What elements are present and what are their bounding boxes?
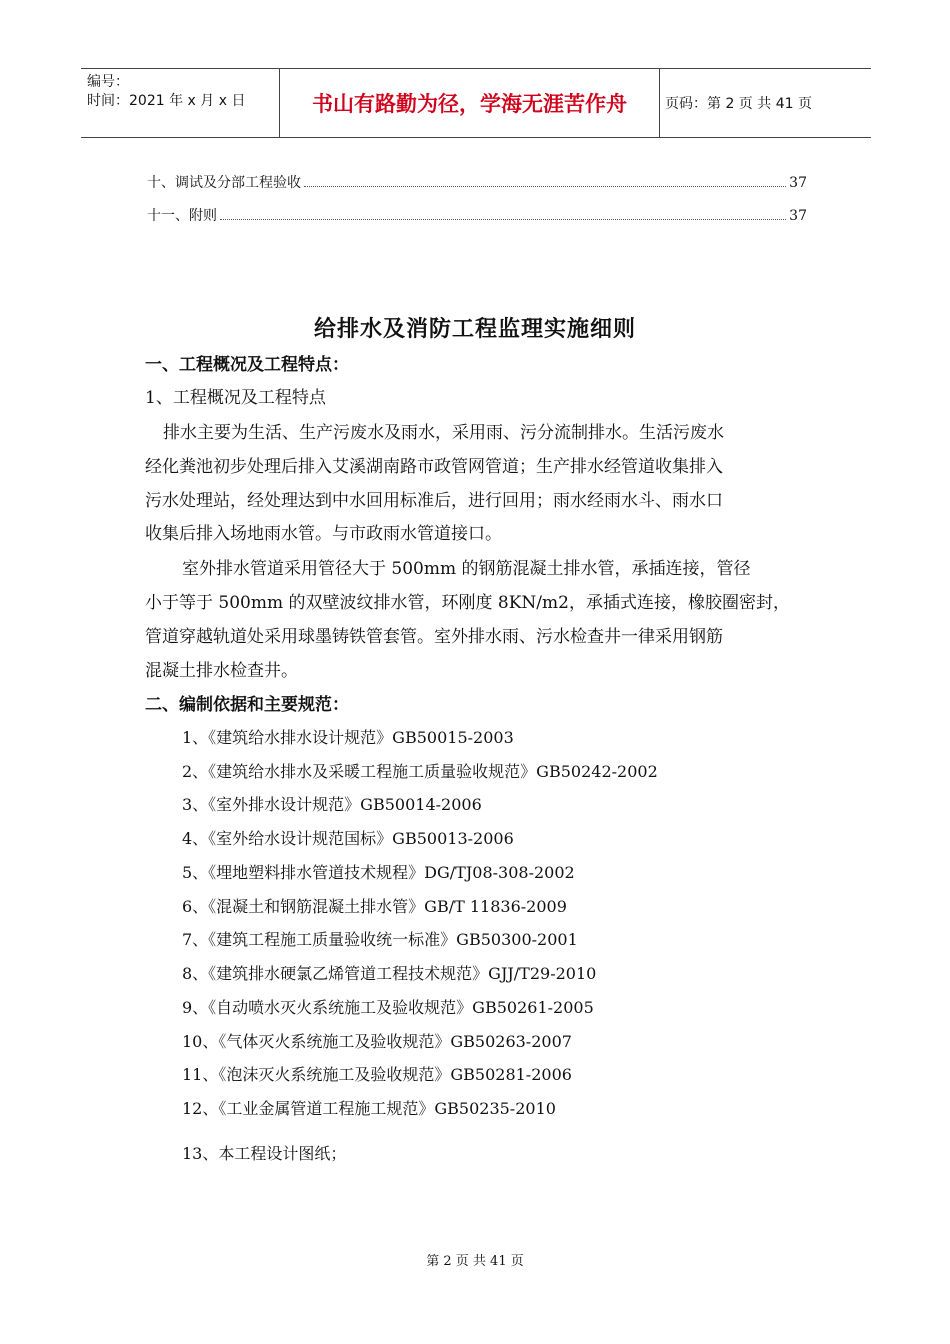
header-motto: 书山有路勤为径，学海无涯苦作舟	[279, 69, 660, 137]
reference-item: 6、《混凝土和钢筋混凝土排水管》GB/T 11836-2009	[182, 897, 567, 916]
subsection-heading: 1、工程概况及工程特点	[145, 388, 326, 408]
paragraph-line: 室外排水管道采用管径大于 500mm 的钢筋混凝土排水管，承插连接，管径	[182, 559, 751, 579]
reference-item: 9、《自动喷水灭火系统施工及验收规范》GB50261-2005	[182, 998, 594, 1017]
header-meta	[81, 69, 279, 137]
toc-leader	[304, 186, 786, 187]
toc-entry[interactable]	[147, 205, 807, 225]
section-heading: 二、编制依据和主要规范：	[145, 695, 349, 715]
paragraph-line: 混凝土排水检查井。	[145, 661, 298, 681]
toc-title: 十一、附则	[147, 208, 217, 224]
reference-item: 7、《建筑工程施工质量验收统一标准》GB50300-2001	[182, 930, 578, 949]
toc-title: 十、调试及分部工程验收	[147, 175, 301, 191]
reference-item: 4、《室外给水设计规范国标》GB50013-2006	[182, 829, 514, 848]
toc-page: 37	[789, 175, 807, 191]
reference-item: 3、《室外排水设计规范》GB50014-2006	[182, 795, 482, 814]
reference-item: 13、本工程设计图纸；	[182, 1144, 347, 1163]
toc-leader	[220, 219, 786, 220]
reference-item: 12、《工业金属管道工程施工规范》GB50235-2010	[182, 1099, 556, 1118]
document-title: 给排水及消防工程监理实施细则	[313, 316, 636, 342]
reference-item: 2、《建筑给水排水及采暖工程施工质量验收规范》GB50242-2002	[182, 762, 658, 781]
reference-item: 10、《气体灭火系统施工及验收规范》GB50263-2007	[182, 1032, 572, 1051]
paragraph-line: 经化粪池初步处理后排入艾溪湖南路市政管网管道；生产排水经管道收集排入	[145, 457, 723, 477]
header-page-label: 页码：第 2 页 共 41 页	[665, 96, 812, 112]
toc-entry[interactable]	[147, 172, 807, 192]
paragraph-line: 收集后排入场地雨水管。与市政雨水管道接口。	[145, 524, 502, 544]
code-label: 编号：	[87, 74, 129, 90]
toc-page: 37	[789, 208, 807, 224]
paragraph-line: 排水主要为生活、生产污废水及雨水，采用雨、污分流制排水。生活污废水	[163, 423, 724, 443]
reference-item: 1、《建筑给水排水设计规范》GB50015-2003	[182, 728, 514, 747]
paragraph-line: 管道穿越轨道处采用球墨铸铁管套管。室外排水雨、污水检查井一律采用钢筋	[145, 627, 723, 647]
page-header	[81, 68, 871, 138]
paragraph-line: 污水处理站，经处理达到中水回用标准后，进行回用；雨水经雨水斗、雨水口	[145, 491, 723, 511]
page-footer: 第 2 页 共 41 页	[426, 1254, 524, 1269]
paragraph-line: 小于等于 500mm 的双壁波纹排水管，环刚度 8KN/m2，承插式连接，橡胶圈密封，	[145, 593, 790, 613]
section-heading: 一、工程概况及工程特点：	[145, 355, 349, 375]
reference-item: 5、《埋地塑料排水管道技术规程》DG/TJ08-308-2002	[182, 863, 575, 882]
time-label: 时间：2021 年 x 月 x 日	[87, 93, 246, 109]
reference-item: 11、《泡沫灭火系统施工及验收规范》GB50281-2006	[182, 1065, 572, 1084]
reference-item: 8、《建筑排水硬氯乙烯管道工程技术规范》GJJ/T29-2010	[182, 964, 597, 983]
